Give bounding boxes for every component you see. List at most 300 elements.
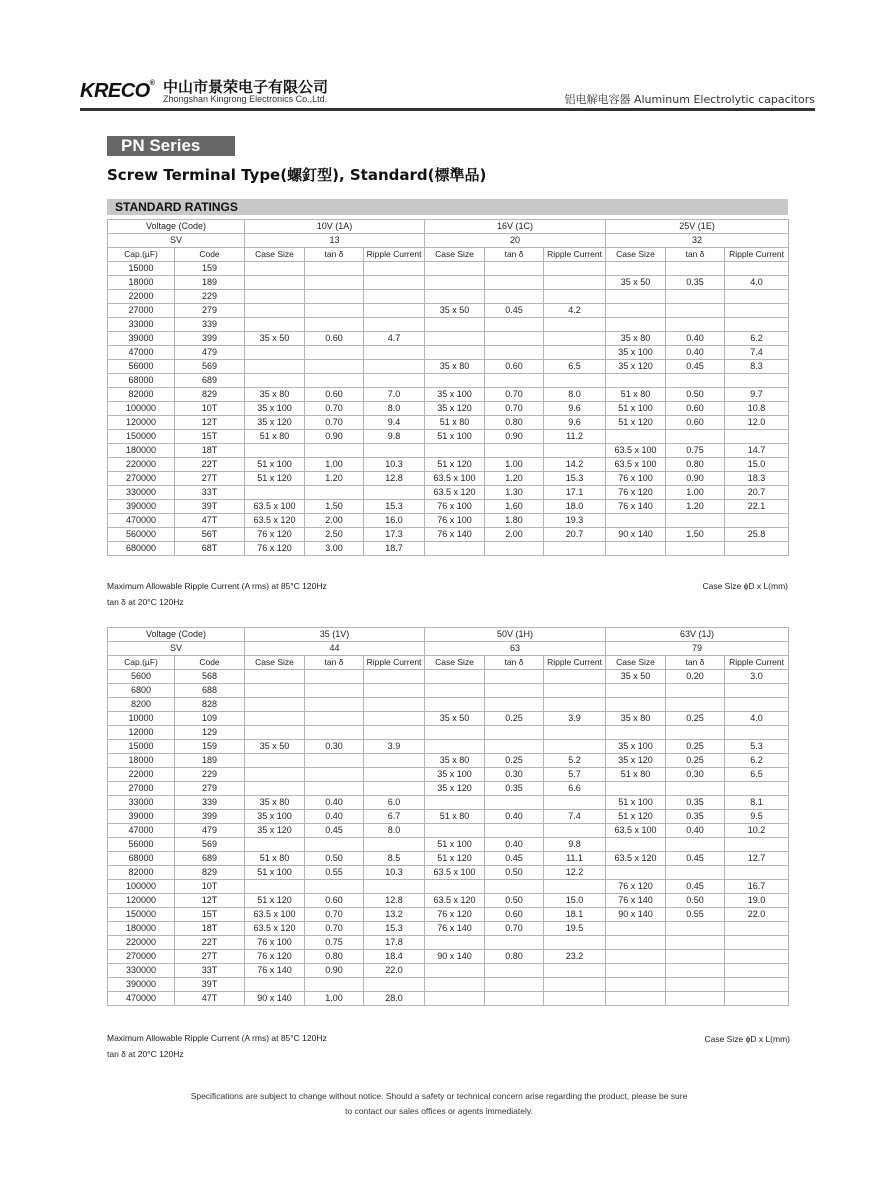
tan-note: tan δ at 20°C 120Hz: [107, 1049, 184, 1059]
ripple-cell: [544, 740, 606, 754]
case-size-cell: 76 x 140: [245, 964, 305, 978]
ripple-cell: 22.0: [364, 964, 425, 978]
tan-delta-cell: 1.00: [305, 992, 364, 1006]
case-size-cell: 35 x 50: [245, 332, 305, 346]
case-size-cell: [425, 684, 485, 698]
tan-delta-cell: 0.50: [305, 852, 364, 866]
ripple-cell: [364, 346, 425, 360]
ripple-cell: 8.5: [364, 852, 425, 866]
case-size-cell: [606, 542, 666, 556]
tan-delta-cell: 0.30: [666, 768, 725, 782]
ripple-cell: [725, 290, 789, 304]
cap-cell: 18000: [108, 754, 175, 768]
code-cell: 189: [175, 754, 245, 768]
ripple-current-header: Ripple Current: [364, 248, 425, 262]
case-size-cell: 76 x 100: [425, 514, 485, 528]
disclaimer-line-2: to contact our sales offices or agents immediately.: [345, 1106, 533, 1116]
tan-delta-cell: [485, 992, 544, 1006]
case-size-cell: 76 x 140: [606, 894, 666, 908]
code-cell: 27T: [175, 950, 245, 964]
table-row: [108, 824, 789, 838]
case-size-cell: [245, 782, 305, 796]
tan-delta-cell: 2.50: [305, 528, 364, 542]
case-size-cell: [606, 782, 666, 796]
ripple-cell: 9.7: [725, 388, 789, 402]
tan-delta-cell: 0.70: [485, 402, 544, 416]
ripple-cell: [364, 276, 425, 290]
tan-delta-cell: 0.70: [305, 908, 364, 922]
tan-delta-cell: [305, 346, 364, 360]
table-row: [108, 388, 789, 402]
case-size-cell: [245, 684, 305, 698]
case-size-cell: 76 x 120: [606, 880, 666, 894]
code-cell: 22T: [175, 458, 245, 472]
cap-cell: 100000: [108, 880, 175, 894]
ripple-cell: 17.8: [364, 936, 425, 950]
case-size-cell: [425, 740, 485, 754]
tan-delta-cell: [305, 276, 364, 290]
tan-delta-cell: [485, 346, 544, 360]
ripple-cell: [544, 262, 606, 276]
case-size-cell: 35 x 80: [606, 332, 666, 346]
case-size-cell: [425, 542, 485, 556]
tan-delta-cell: 0.80: [485, 416, 544, 430]
tan-delta-cell: 0.25: [666, 712, 725, 726]
ripple-cell: [364, 838, 425, 852]
table-row: [108, 810, 789, 824]
cap-cell: 27000: [108, 304, 175, 318]
tan-delta-cell: [485, 698, 544, 712]
tan-delta-cell: [305, 978, 364, 992]
case-size-cell: [245, 318, 305, 332]
tan-delta-cell: 0.40: [485, 810, 544, 824]
ripple-cell: 4.0: [725, 276, 789, 290]
table-row: [108, 936, 789, 950]
tan-delta-cell: [666, 936, 725, 950]
tan-delta-cell: 0.50: [485, 866, 544, 880]
tan-delta-cell: 0.45: [485, 304, 544, 318]
case-size-cell: 51 x 80: [245, 852, 305, 866]
ripple-cell: 28.0: [364, 992, 425, 1006]
case-size-cell: 76 x 120: [245, 528, 305, 542]
ripple-cell: 11.1: [544, 852, 606, 866]
code-cell: 68T: [175, 542, 245, 556]
tan-delta-cell: [305, 360, 364, 374]
code-cell: 689: [175, 374, 245, 388]
case-size-cell: [245, 304, 305, 318]
case-size-cell: 51 x 80: [425, 810, 485, 824]
table-row: [108, 768, 789, 782]
ripple-cell: [364, 880, 425, 894]
ripple-cell: [364, 768, 425, 782]
tan-delta-header: tan δ: [666, 656, 725, 670]
tan-delta-cell: [666, 978, 725, 992]
table-row: [108, 514, 789, 528]
tan-delta-header: tan δ: [305, 248, 364, 262]
voltage-header: 10V (1A): [245, 220, 425, 234]
tan-delta-cell: 0.25: [485, 712, 544, 726]
case-size-cell: 90 x 140: [245, 992, 305, 1006]
case-size-cell: [606, 726, 666, 740]
tan-delta-cell: 0.35: [666, 796, 725, 810]
ripple-cell: 7.4: [544, 810, 606, 824]
ripple-cell: [725, 964, 789, 978]
code-cell: 569: [175, 838, 245, 852]
logo-text: KRECO: [80, 80, 150, 102]
code-cell: 189: [175, 276, 245, 290]
tan-delta-cell: [305, 726, 364, 740]
cap-cell: 270000: [108, 950, 175, 964]
ripple-current-header: Ripple Current: [725, 248, 789, 262]
ripple-cell: 9.8: [544, 838, 606, 852]
ripple-cell: 4.2: [544, 304, 606, 318]
tan-delta-cell: 0.40: [666, 346, 725, 360]
case-size-cell: 76 x 140: [425, 528, 485, 542]
tan-delta-cell: [305, 838, 364, 852]
case-size-cell: 35 x 100: [606, 346, 666, 360]
case-size-cell: [606, 838, 666, 852]
code-cell: 568: [175, 670, 245, 684]
tan-note: tan δ at 20°C 120Hz: [107, 597, 184, 607]
case-size-cell: 51 x 80: [606, 768, 666, 782]
case-size-cell: 35 x 120: [606, 360, 666, 374]
cap-header: Cap.(µF): [108, 656, 175, 670]
table-row: [108, 276, 789, 290]
ripple-cell: [544, 332, 606, 346]
tan-delta-cell: [666, 922, 725, 936]
table-row: [108, 262, 789, 276]
code-cell: 569: [175, 360, 245, 374]
case-size-cell: [606, 304, 666, 318]
tan-delta-cell: 0.50: [666, 894, 725, 908]
ripple-cell: [725, 374, 789, 388]
cap-cell: 56000: [108, 838, 175, 852]
tan-delta-cell: [666, 430, 725, 444]
tan-delta-cell: 0.80: [485, 950, 544, 964]
tan-delta-cell: 0.60: [485, 908, 544, 922]
tan-delta-cell: [305, 290, 364, 304]
ripple-cell: [544, 698, 606, 712]
case-size-cell: [606, 950, 666, 964]
ripple-current-header: Ripple Current: [544, 248, 606, 262]
cap-cell: 8200: [108, 698, 175, 712]
table-row: [108, 880, 789, 894]
table-row: [108, 782, 789, 796]
ripple-cell: [725, 866, 789, 880]
case-size-cell: [245, 768, 305, 782]
case-size-cell: [245, 276, 305, 290]
case-size-cell: 63.5 x 120: [245, 922, 305, 936]
tan-delta-cell: [485, 444, 544, 458]
tan-delta-cell: [666, 542, 725, 556]
cap-cell: 15000: [108, 262, 175, 276]
company-name-en: Zhongshan Kingrong Electronics Co.,Ltd.: [163, 94, 328, 104]
voltage-header: 63V (1J): [606, 628, 789, 642]
case-size-cell: 35 x 120: [425, 402, 485, 416]
cap-cell: 47000: [108, 346, 175, 360]
case-size-cell: [245, 346, 305, 360]
tan-delta-cell: 0.60: [485, 360, 544, 374]
table-row: [108, 318, 789, 332]
ripple-cell: 12.2: [544, 866, 606, 880]
sv-value: 32: [606, 234, 789, 248]
case-size-cell: 76 x 100: [606, 472, 666, 486]
cap-cell: 680000: [108, 542, 175, 556]
case-size-cell: [425, 332, 485, 346]
ripple-cell: [725, 262, 789, 276]
tan-delta-cell: [485, 964, 544, 978]
cap-cell: 22000: [108, 768, 175, 782]
tan-delta-cell: [485, 290, 544, 304]
ripple-cell: 16.0: [364, 514, 425, 528]
sv-value: 63: [425, 642, 606, 656]
case-size-cell: 35 x 50: [606, 670, 666, 684]
case-size-header: Case Size: [606, 656, 666, 670]
tan-delta-cell: 0.35: [666, 276, 725, 290]
ripple-cell: 7.0: [364, 388, 425, 402]
case-size-cell: 51 x 80: [606, 388, 666, 402]
tan-delta-cell: 1.20: [666, 500, 725, 514]
tan-delta-cell: 0.60: [666, 402, 725, 416]
cap-cell: 180000: [108, 444, 175, 458]
ripple-cell: [364, 754, 425, 768]
tan-delta-cell: [666, 304, 725, 318]
code-cell: 339: [175, 318, 245, 332]
code-cell: 399: [175, 332, 245, 346]
tan-delta-cell: [485, 318, 544, 332]
tan-delta-cell: 0.55: [666, 908, 725, 922]
case-size-header: Case Size: [245, 656, 305, 670]
ripple-cell: 18.3: [725, 472, 789, 486]
tan-delta-cell: [485, 332, 544, 346]
tan-delta-cell: 0.50: [666, 388, 725, 402]
table-row: [108, 754, 789, 768]
cap-cell: 470000: [108, 992, 175, 1006]
case-size-cell: 63.5 x 120: [425, 894, 485, 908]
voltage-header: 25V (1E): [606, 220, 789, 234]
ripple-cell: 8.0: [544, 388, 606, 402]
case-size-cell: 51 x 120: [245, 472, 305, 486]
table-row: [108, 486, 789, 500]
case-size-header: Case Size: [606, 248, 666, 262]
company-name-cn: 中山市景荣电子有限公司: [163, 78, 329, 96]
cap-cell: 18000: [108, 276, 175, 290]
ripple-cell: [725, 922, 789, 936]
tan-delta-cell: [305, 684, 364, 698]
ripple-cell: 14.2: [544, 458, 606, 472]
table-row: [108, 712, 789, 726]
case-size-cell: [606, 684, 666, 698]
voltage-label: Voltage (Code): [108, 220, 245, 234]
case-size-cell: 35 x 120: [606, 754, 666, 768]
case-size-cell: [245, 374, 305, 388]
ripple-cell: [725, 782, 789, 796]
table-row: [108, 402, 789, 416]
company-logo: [80, 80, 154, 103]
table-row: [108, 670, 789, 684]
code-cell: 27T: [175, 472, 245, 486]
product-category: [564, 91, 815, 107]
ripple-cell: 16.7: [725, 880, 789, 894]
table-row: [108, 922, 789, 936]
tan-delta-cell: [305, 782, 364, 796]
case-size-cell: [425, 276, 485, 290]
case-size-cell: [245, 444, 305, 458]
ripple-cell: 6.0: [364, 796, 425, 810]
case-size-cell: [245, 880, 305, 894]
case-size-cell: 51 x 100: [425, 430, 485, 444]
case-size-cell: [245, 262, 305, 276]
tan-delta-cell: 0.60: [305, 894, 364, 908]
surge-voltage-row: [108, 234, 789, 248]
ripple-cell: 8.3: [725, 360, 789, 374]
tan-delta-cell: [666, 514, 725, 528]
table-row: [108, 908, 789, 922]
case-size-cell: [425, 992, 485, 1006]
code-cell: 279: [175, 304, 245, 318]
cap-cell: 56000: [108, 360, 175, 374]
tan-delta-cell: 0.80: [305, 950, 364, 964]
table-row: [108, 304, 789, 318]
voltage-header: 50V (1H): [425, 628, 606, 642]
tan-delta-cell: 0.20: [666, 670, 725, 684]
case-size-cell: [606, 964, 666, 978]
case-size-cell: 76 x 120: [245, 542, 305, 556]
case-size-cell: 35 x 50: [245, 740, 305, 754]
case-size-cell: [425, 374, 485, 388]
tan-delta-cell: 0.90: [485, 430, 544, 444]
voltage-header: 16V (1C): [425, 220, 606, 234]
ripple-cell: [725, 698, 789, 712]
table-row: [108, 458, 789, 472]
case-size-cell: [245, 486, 305, 500]
table-row: [108, 866, 789, 880]
case-size-cell: [606, 698, 666, 712]
sv-label: SV: [108, 234, 245, 248]
ripple-cell: 9.4: [364, 416, 425, 430]
tan-delta-cell: [305, 374, 364, 388]
code-cell: 22T: [175, 936, 245, 950]
tan-delta-cell: 0.40: [666, 824, 725, 838]
cap-cell: 5600: [108, 670, 175, 684]
tan-delta-cell: [666, 950, 725, 964]
ripple-cell: [725, 936, 789, 950]
table-row: [108, 374, 789, 388]
case-size-cell: [606, 430, 666, 444]
ripple-cell: [725, 684, 789, 698]
ripple-cell: 10.2: [725, 824, 789, 838]
tan-delta-cell: 0.40: [666, 332, 725, 346]
ripple-cell: [725, 950, 789, 964]
ripple-cell: 25.8: [725, 528, 789, 542]
tan-delta-cell: 1.60: [485, 500, 544, 514]
code-cell: 18T: [175, 922, 245, 936]
case-size-cell: 63.5 x 100: [606, 458, 666, 472]
ripple-cell: 19.0: [725, 894, 789, 908]
table-row: [108, 698, 789, 712]
tan-delta-cell: 0.45: [666, 880, 725, 894]
tan-delta-cell: 1.20: [305, 472, 364, 486]
ripple-cell: 8.0: [364, 824, 425, 838]
code-cell: 39T: [175, 978, 245, 992]
tan-delta-cell: 0.70: [305, 402, 364, 416]
case-size-cell: 51 x 100: [425, 838, 485, 852]
case-size-cell: 90 x 140: [606, 908, 666, 922]
case-size-cell: 63.5 x 100: [425, 472, 485, 486]
cap-cell: 33000: [108, 796, 175, 810]
case-size-cell: 63.5 x 100: [245, 500, 305, 514]
table-row: [108, 978, 789, 992]
case-size-cell: [425, 346, 485, 360]
case-size-cell: 76 x 100: [425, 500, 485, 514]
ripple-cell: [544, 290, 606, 304]
table-row: [108, 528, 789, 542]
table-row: [108, 838, 789, 852]
case-size-header: Case Size: [245, 248, 305, 262]
tan-delta-cell: 0.60: [305, 388, 364, 402]
tan-delta-cell: [485, 276, 544, 290]
tan-delta-cell: 1.50: [305, 500, 364, 514]
tan-delta-cell: [305, 768, 364, 782]
ripple-note: Maximum Allowable Ripple Current (A rms) at 85°C 120Hz: [107, 1033, 327, 1043]
tan-delta-cell: 0.45: [666, 852, 725, 866]
case-size-header: Case Size: [425, 248, 485, 262]
cap-cell: 100000: [108, 402, 175, 416]
ripple-cell: [544, 276, 606, 290]
cap-cell: 33000: [108, 318, 175, 332]
tan-delta-cell: 0.80: [666, 458, 725, 472]
case-size-cell: 35 x 120: [245, 416, 305, 430]
ripple-cell: 3.9: [544, 712, 606, 726]
tan-delta-header: tan δ: [485, 656, 544, 670]
case-size-cell: 63.5 x 100: [425, 866, 485, 880]
tan-delta-cell: [485, 374, 544, 388]
tan-delta-cell: [485, 726, 544, 740]
ripple-cell: [364, 374, 425, 388]
case-size-cell: 51 x 80: [425, 416, 485, 430]
tan-delta-cell: [666, 838, 725, 852]
ripple-cell: 9.5: [725, 810, 789, 824]
case-size-cell: 35 x 50: [425, 712, 485, 726]
case-size-cell: [425, 262, 485, 276]
ripple-cell: [544, 318, 606, 332]
table-row: [108, 444, 789, 458]
tan-delta-cell: 0.25: [485, 754, 544, 768]
case-size-cell: 35 x 100: [245, 402, 305, 416]
case-size-cell: [245, 290, 305, 304]
case-size-cell: [425, 978, 485, 992]
table-row: [108, 542, 789, 556]
case-size-cell: 35 x 100: [606, 740, 666, 754]
ripple-cell: [364, 670, 425, 684]
tan-delta-cell: 0.90: [305, 430, 364, 444]
ripple-cell: 19.3: [544, 514, 606, 528]
product-cn: 铝电解电容器: [564, 93, 631, 106]
tan-delta-cell: [666, 262, 725, 276]
voltage-row: [108, 628, 789, 642]
table-row: [108, 992, 789, 1006]
case-size-cell: [245, 698, 305, 712]
table-row: [108, 894, 789, 908]
case-size-cell: [245, 978, 305, 992]
tan-delta-cell: 1.00: [666, 486, 725, 500]
sv-value: 13: [245, 234, 425, 248]
ripple-cell: 9.6: [544, 416, 606, 430]
cap-cell: 12000: [108, 726, 175, 740]
table-row: [108, 950, 789, 964]
case-size-cell: [425, 824, 485, 838]
tan-delta-cell: 1.50: [666, 528, 725, 542]
